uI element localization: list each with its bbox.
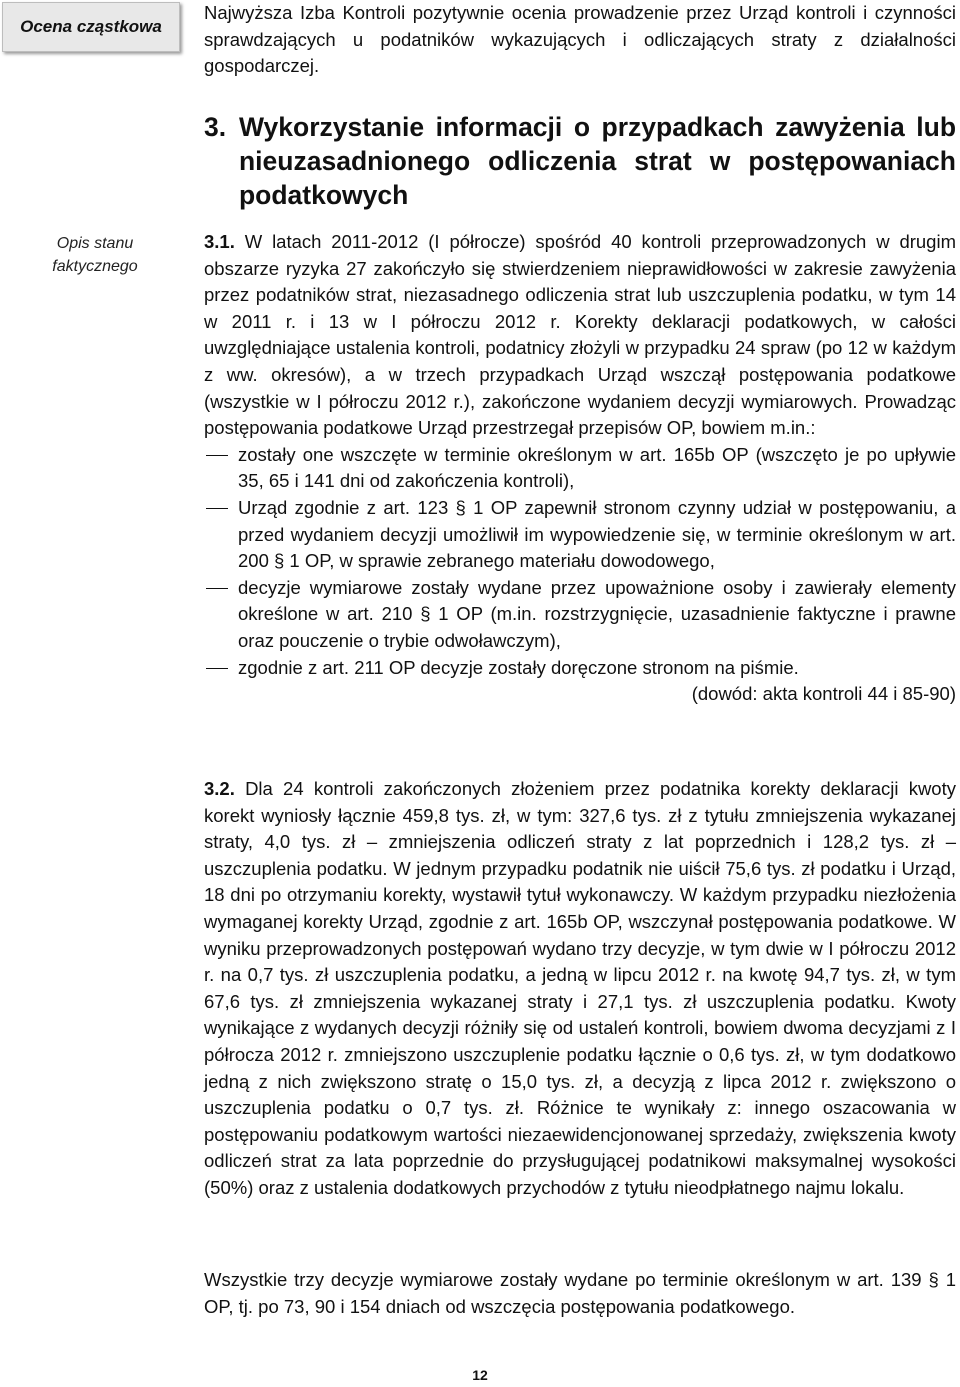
section-3-2-number: 3.2. — [204, 778, 235, 799]
side-label-opis-stanu — [0, 232, 190, 278]
section-3-1 — [204, 229, 956, 708]
heading-text: Wykorzystanie informacji o przypadkach zawyżenia lub nieuzasadnionego odliczenia strat w postępowaniach podatkowych — [239, 112, 956, 210]
heading-number: 3. — [204, 112, 227, 142]
dash-bullet-icon — [206, 508, 228, 510]
dash-bullet-icon — [206, 588, 228, 590]
closing-paragraph: Wszystkie trzy decyzje wymiarowe zostały wydane po terminie określonym w art. 139 § 1 OP, tj. po 73, 90 i 154 dniach od wszczęcia postępowania podatkowego. — [204, 1269, 956, 1317]
page-number: 12 — [472, 1367, 488, 1383]
list-item — [204, 495, 956, 575]
list-item — [204, 655, 956, 682]
section-3-1-number: 3.1. — [204, 231, 235, 252]
side-label-line2: faktycznego — [52, 258, 138, 275]
intro-paragraph: Najwyższa Izba Kontroli pozytywnie ocenia prowadzenie przez Urząd kontroli i czynności sprawdzających u podatników wykazujących i odliczających straty z działalności gospodarczej. — [204, 2, 956, 77]
section-3-2 — [204, 776, 956, 1202]
list-item-text: zostały one wszczęte w terminie określonym w art. 165b OP (wszczęto je po upływie 35, 65 i 141 dni od zakończenia kontroli), — [238, 443, 956, 492]
list-item-text: decyzje wymiarowe zostały wydane przez upoważnione osoby i zawierały elementy określone w art. 210 § 1 OP (m.in. rozstrzygnięcie, uzasadnienie faktyczne i prawne oraz pouczenie o trybie odwoławczym), — [238, 576, 956, 651]
side-label-line1: Opis stanu — [56, 235, 134, 252]
dash-bullet-icon — [206, 668, 228, 670]
list-item-text: zgodnie z art. 211 OP decyzje zostały doręczone stronom na piśmie. — [238, 656, 799, 678]
section-tab-ocena-czastkowa — [2, 2, 180, 52]
tab-label: Ocena cząstkowa — [20, 17, 162, 36]
list-item — [204, 575, 956, 655]
section-3-1-paragraph — [204, 229, 956, 442]
dash-bullet-icon — [206, 455, 228, 457]
list-item-text: Urząd zgodnie z art. 123 § 1 OP zapewnił stronom czynny udział w postępowaniu, a przed wydaniem decyzji umożliwił im wypowiedzenie się, w terminie określonym w art. 200 § 1 OP, w sprawie zebranego materiału dowodowego, — [238, 496, 956, 572]
list-item — [204, 442, 956, 495]
evidence-reference: (dowód: akta kontroli 44 i 85-90) — [691, 683, 956, 705]
requirements-list — [204, 442, 956, 681]
section-3-1-text: W latach 2011-2012 (I półrocze) spośród 40 kontroli przeprowadzonych w drugim obszarze ryzyka 27 zakończyło się stwierdzeniem nieprawidłowości w zakresie zawyżenia przez podatników strat, niezasadnego odliczenia strat lub uszczuplenia podatku, w tym 14 w 2011 r. i 13 w I półroczu 2012 r. Korekty deklaracji podatkowych, w całości uwzględniające ustalenia kontroli, podatnicy złożyli w przypadku 24 spraw (po 12 w każdym z ww. okresów), a w trzech przypadkach Urząd wszczął postępowania podatkowe (wszystkie w I półroczu 2012 r.), zakończone wydaniem decyzji wymiarowych. Prowadząc postępowania podatkowe Urząd przestrzegał przepisów OP, bowiem m.in.: — [204, 231, 956, 439]
section-3-2-text: Dla 24 kontroli zakończonych złożeniem przez podatnika korekty deklaracji kwoty korekt wyniosły łącznie 459,8 tys. zł, w tym: 327,6 tys. zł z tytułu zmniejszenia wykazanej straty, 4,0 tys. zł – zmniejszenia odliczeń straty z lat poprzednich i 128,2 tys. zł – uszczuplenia podatku. W jednym przypadku podatnik nie uiścił 75,6 tys. zł podatku i Urząd, 18 dni po otrzymaniu korekty, wystawił tytuł wykonawczy. W każdym przypadku niezłożenia wymaganej korekty Urząd, zgodnie z art. 165b OP, wszczynał postępowania podatkowe. W wyniku przeprowadzonych postępowań wydano trzy decyzje, w tym dwie w I półroczu 2012 r. na 0,7 tys. zł uszczuplenia podatku, a jedną w lipcu 2012 r. na kwotę 94,7 tys. zł, w tym 67,6 tys. zł zmniejszenia wykazanej straty i 27,1 tys. zł uszczuplenia podatku. Kwoty wynikające z wydanych decyzji różniły się od ustaleń kontroli, bowiem dwoma decyzjami z I półrocza 2012 r. zmniejszono uszczuplenie podatku łącznie o 0,6 tys. zł, w tym dodatkowo jedną z nich zwiększono stratę o 15,0 tys. zł, a decyzją z lipca 2012 r. zwiększono o uszczuplenia podatku o 0,7 tys. zł. Różnice te wynikały z: innego oszacowania w postępowaniu podatkowym wartości niezaewidencjonowanej sprzedaży, zwiększenia kwoty odliczeń strat za lata poprzednie do przysługującej podatnikowi maksymalnej wysokości (50%) oraz z ustalenia dodatkowych przychodów z tytułu nieodpłatnego najmu lokalu. — [204, 778, 956, 1198]
section-heading — [204, 110, 956, 212]
